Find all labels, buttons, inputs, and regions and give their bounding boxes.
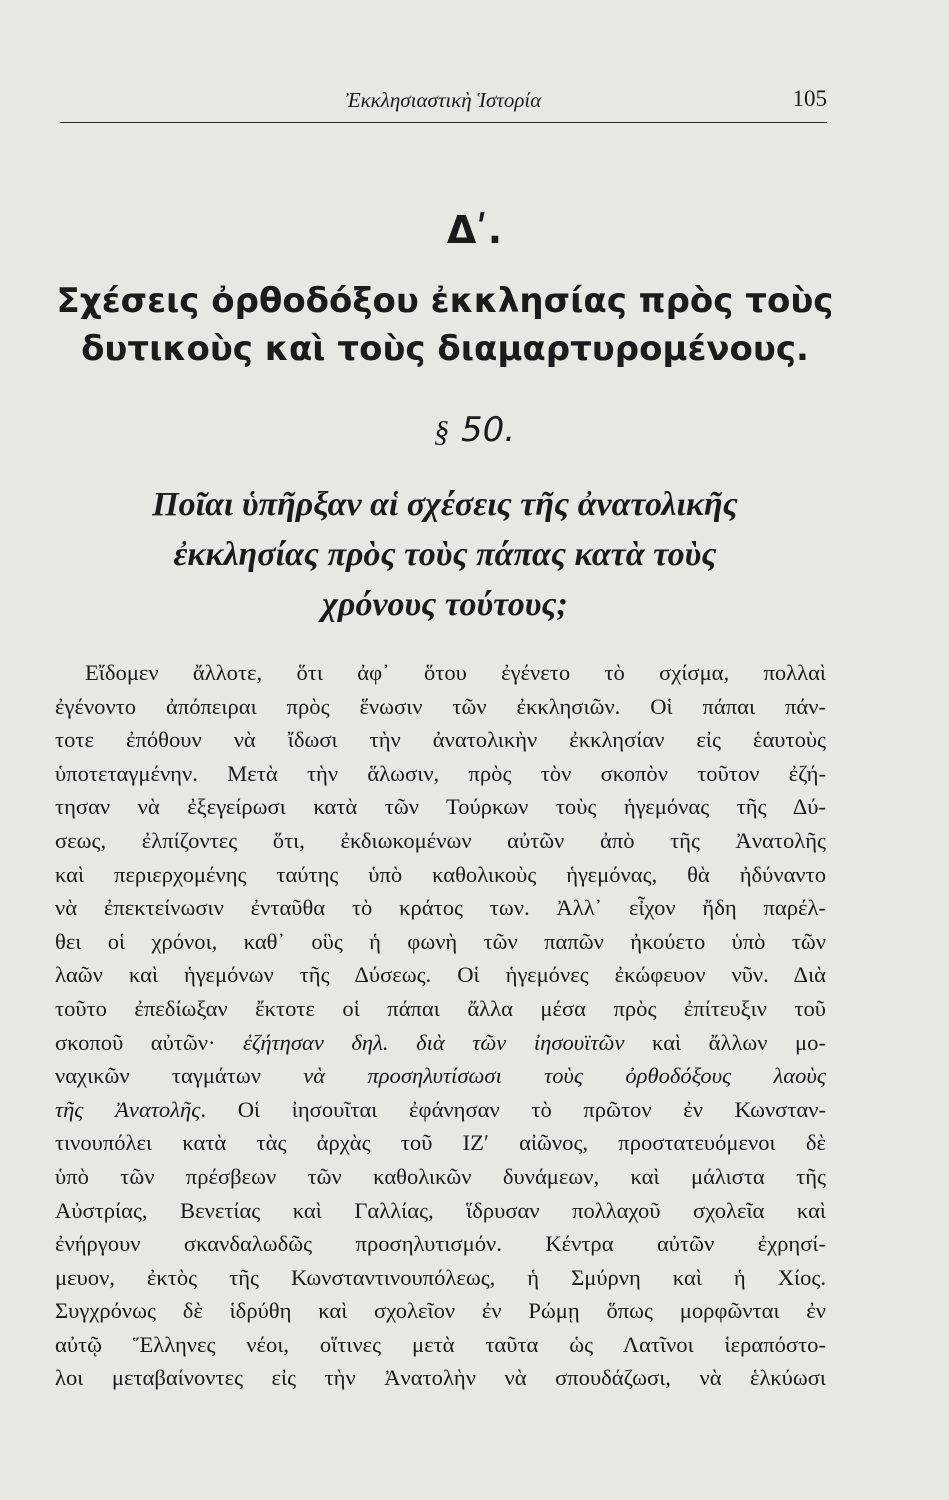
text-line: Εἴδομεν ἄλλοτε, ὅτι ἀφ᾽ ὅτου ἐγένετο τὸ σχίσμα, πολλαὶ bbox=[85, 660, 826, 685]
running-header bbox=[60, 88, 827, 123]
text-line: τησαν νὰ ἐξεγείρωσι κατὰ τῶν Τούρκων τοὺς ἡγεμόνας τῆς Δύ- bbox=[55, 794, 826, 820]
body-text bbox=[55, 656, 826, 1395]
text-line: Συγχρόνως δὲ ἱδρύθη καὶ σχολεῖον ἐν Ρώμῃ ὅπως μορφῶνται ἐν bbox=[55, 1298, 826, 1324]
text-line: αὐτῷ Ἕλληνες νέοι, οἵτινες μετὰ ταῦτα ὡς Λατῖνοι ἱεραπόστο- bbox=[55, 1331, 826, 1357]
text-line: τῆς Ἀνατολῆς. Οἱ ἰησουῖται ἐφάνησαν τὸ πρῶτον ἐν Κωνσταν- bbox=[55, 1096, 826, 1122]
italic-text: ἐζήτησαν δηλ. διὰ τῶν ἰησουϊτῶν bbox=[243, 1029, 625, 1055]
paragraph-heading bbox=[0, 410, 949, 450]
running-title: Ἐκκλησιαστικὴ Ἱστορία bbox=[345, 88, 542, 112]
text-line: μευον, ἐκτὸς τῆς Κωνσταντινουπόλεως, ἡ Σμύρνη καὶ ἡ Χίος. bbox=[55, 1264, 826, 1290]
text-line: τινουπόλει κατὰ τὰς ἀρχὰς τοῦ ΙΖʹ αἰῶνος, προστατευόμενοι δὲ bbox=[55, 1130, 826, 1156]
text-line: Αὐστρίας, Βενετίας καὶ Γαλλίας, ἵδρυσαν πολλαχοῦ σχολεῖα καὶ bbox=[55, 1197, 826, 1223]
question-line-2: ἐκκλησίας πρὸς τοὺς πάπας κατὰ τοὺς bbox=[173, 536, 717, 573]
text-line: ὑποτεταγμένην. Μετὰ τὴν ἅλωσιν, πρὸς τὸν σκοπὸν τοῦτον ἐζή- bbox=[55, 760, 826, 786]
text-line: ἐνήργουν σκανδαλωδῶς προσηλυτισμόν. Κέντρα αὐτῶν ἐχρησί- bbox=[55, 1231, 826, 1257]
text-line: καὶ περιερχομένης ταύτης ὑπὸ καθολικοὺς ἡγεμόνας, θὰ ἠδύναντο bbox=[55, 861, 826, 887]
text-line: σεως, ἐλπίζοντες ὅτι, ἐκδιωκομένων αὐτῶν ἀπὸ τῆς Ἀνατολῆς bbox=[55, 827, 826, 853]
section-sign: § bbox=[433, 415, 449, 448]
chapter-title-line-2: δυτικοὺς καὶ τοὺς διαμαρτυρομένους. bbox=[81, 329, 809, 369]
text-line: νὰ ἐπεκτείνωσιν ἐνταῦθα τὸ κράτος των. Ἀλλ᾽ εἶχον ἤδη παρέλ- bbox=[55, 895, 826, 921]
text-line: ναχικῶν ταγμάτων νὰ προσηλυτίσωσι τοὺς ὀρθοδόξους λαοὺς bbox=[55, 1063, 826, 1089]
text-line: λαῶν καὶ ἡγεμόνων τῆς Δύσεως. Οἱ ἡγεμόνες ἐκώφευον νῦν. Διὰ bbox=[55, 962, 826, 988]
question-line-3: χρόνους τούτους; bbox=[322, 586, 568, 623]
chapter-title-line-1: Σχέσεις ὀρθοδόξου ἐκκλησίας πρὸς τοὺς bbox=[56, 281, 834, 321]
text-line: θει οἱ χρόνοι, καθ᾽ οὓς ἡ φωνὴ τῶν παπῶν ἠκούετο ὑπὸ τῶν bbox=[55, 928, 826, 954]
text-line: ὑπὸ τῶν πρέσβεων τῶν καθολικῶν δυνάμεων, καὶ μάλιστα τῆς bbox=[55, 1163, 826, 1189]
page-number: 105 bbox=[792, 86, 827, 111]
paragraph-number: 50. bbox=[460, 410, 516, 450]
italic-text: νὰ προσηλυτίσωσι τοὺς ὀρθοδόξους λαοὺς bbox=[303, 1063, 826, 1089]
text-line: ἐγένοντο ἀπόπειραι πρὸς ἕνωσιν τῶν ἐκκλησιῶν. Οἱ πάπαι πάν- bbox=[55, 693, 826, 719]
text-line: σκοποῦ αὐτῶν· ἐζήτησαν δηλ. διὰ τῶν ἰησουϊτῶν καὶ ἄλλων μο- bbox=[55, 1029, 826, 1055]
text-line: τοτε ἐπόθουν νὰ ἴδωσι τὴν ἀνατολικὴν ἐκκλησίαν εἰς ἑαυτοὺς bbox=[55, 727, 826, 753]
text-line: λοι μεταβαίνοντες εἰς τὴν Ἀνατολὴν νὰ σπουδάζωσι, νὰ ἑλκύωσι bbox=[55, 1365, 826, 1391]
italic-text: τῆς Ἀνατολῆς bbox=[55, 1096, 201, 1122]
text-line: τοῦτο ἐπεδίωξαν ἔκτοτε οἱ πάπαι ἄλλα μέσα πρὸς ἐπίτευξιν τοῦ bbox=[55, 995, 826, 1021]
question-line-1: Ποῖαι ὑπῆρξαν αἱ σχέσεις τῆς ἀνατολικῆς bbox=[152, 486, 738, 523]
section-letter: Δʹ. bbox=[446, 208, 503, 252]
